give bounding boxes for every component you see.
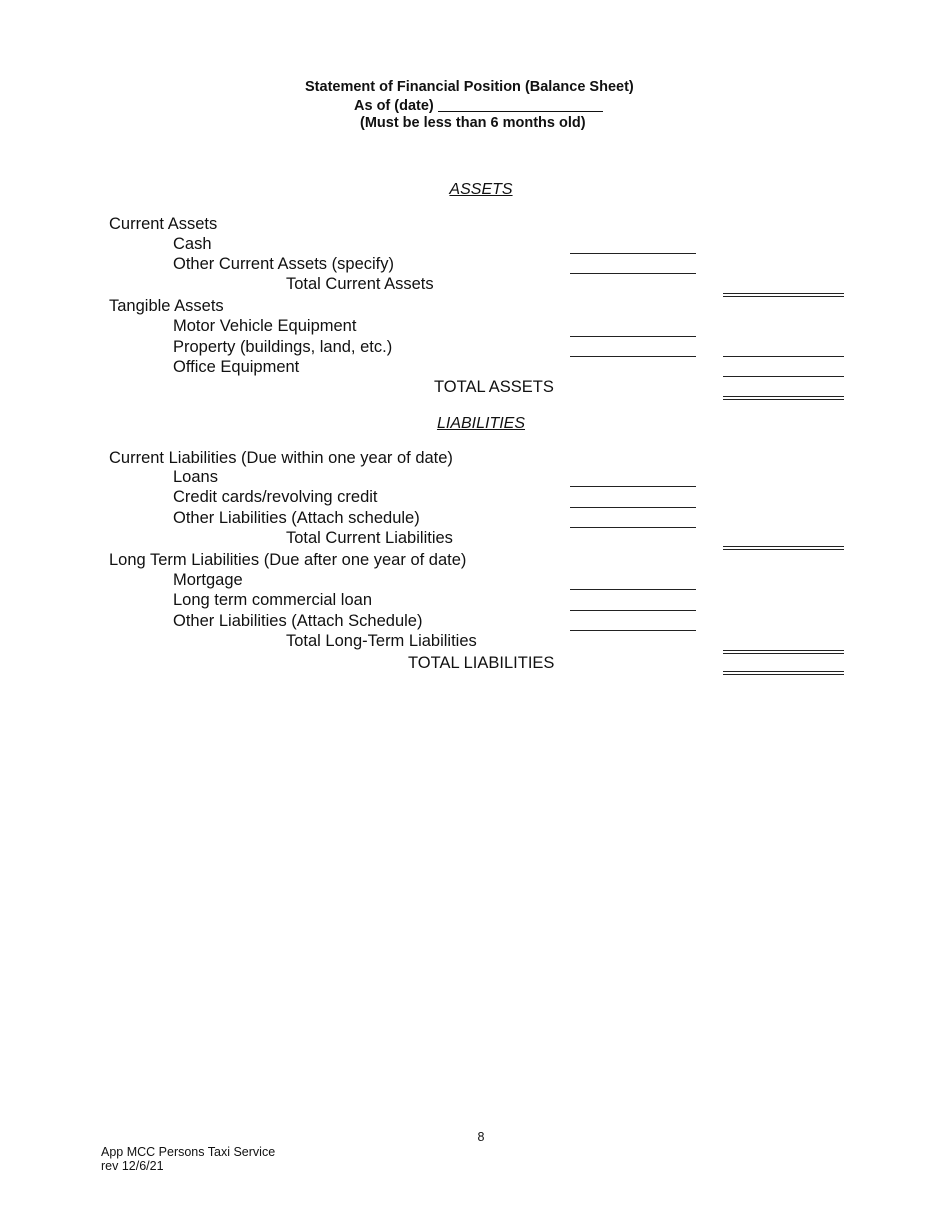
total-liabilities-amount-line[interactable] xyxy=(723,671,844,675)
commercial-loan-amount-line[interactable] xyxy=(570,610,696,611)
cash-label: Cash xyxy=(173,235,212,253)
total-liabilities-label: TOTAL LIABILITIES xyxy=(408,654,555,672)
office-equipment-label: Office Equipment xyxy=(173,358,300,376)
other-current-assets-label: Other Current Assets (specify) xyxy=(173,255,394,273)
property-amount-line[interactable] xyxy=(570,356,696,357)
tangible-subtotal-line[interactable] xyxy=(723,356,844,357)
other-long-term-liabilities-amount-line[interactable] xyxy=(570,630,696,631)
other-current-assets-amount-line[interactable] xyxy=(570,273,696,274)
mortgage-amount-line[interactable] xyxy=(570,589,696,590)
credit-cards-amount-line[interactable] xyxy=(570,507,696,508)
total-current-liabilities-amount-line[interactable] xyxy=(723,546,844,550)
commercial-loan-label: Long term commercial loan xyxy=(173,591,372,609)
total-assets-label: TOTAL ASSETS xyxy=(434,378,554,396)
footer-revision: rev 12/6/21 xyxy=(101,1159,164,1173)
office-equipment-total-line[interactable] xyxy=(723,376,844,377)
long-term-liabilities-heading: Long Term Liabilities (Due after one year of date) xyxy=(109,551,467,569)
mortgage-label: Mortgage xyxy=(173,571,243,589)
as-of-date-label: As of (date) xyxy=(354,98,434,114)
total-current-assets-label: Total Current Assets xyxy=(286,275,434,293)
other-long-term-liabilities-label: Other Liabilities (Attach Schedule) xyxy=(173,612,423,630)
loans-amount-line[interactable] xyxy=(570,486,696,487)
motor-vehicle-amount-line[interactable] xyxy=(570,336,696,337)
total-assets-amount-line[interactable] xyxy=(723,396,844,400)
footer-app-name: App MCC Persons Taxi Service xyxy=(101,1145,276,1159)
motor-vehicle-label: Motor Vehicle Equipment xyxy=(173,317,357,335)
document-title: Statement of Financial Position (Balance Sheet) xyxy=(305,79,634,95)
property-label: Property (buildings, land, etc.) xyxy=(173,338,393,356)
current-liabilities-heading: Current Liabilities (Due within one year of date) xyxy=(109,449,453,467)
total-current-liabilities-label: Total Current Liabilities xyxy=(286,529,453,547)
current-assets-heading: Current Assets xyxy=(109,215,218,233)
age-note: (Must be less than 6 months old) xyxy=(360,115,586,131)
loans-label: Loans xyxy=(173,468,218,486)
total-long-term-liabilities-amount-line[interactable] xyxy=(723,650,844,654)
as-of-date-line xyxy=(354,97,603,114)
other-current-liabilities-label: Other Liabilities (Attach schedule) xyxy=(173,509,420,527)
assets-heading: ASSETS xyxy=(449,181,513,198)
credit-cards-label: Credit cards/revolving credit xyxy=(173,488,378,506)
page-number: 8 xyxy=(477,1130,485,1144)
total-current-assets-amount-line[interactable] xyxy=(723,293,844,297)
cash-amount-line[interactable] xyxy=(570,253,696,254)
total-long-term-liabilities-label: Total Long-Term Liabilities xyxy=(286,632,477,650)
liabilities-heading: LIABILITIES xyxy=(436,415,526,432)
tangible-assets-heading: Tangible Assets xyxy=(109,297,224,315)
as-of-date-blank[interactable] xyxy=(438,97,603,112)
other-current-liabilities-amount-line[interactable] xyxy=(570,527,696,528)
